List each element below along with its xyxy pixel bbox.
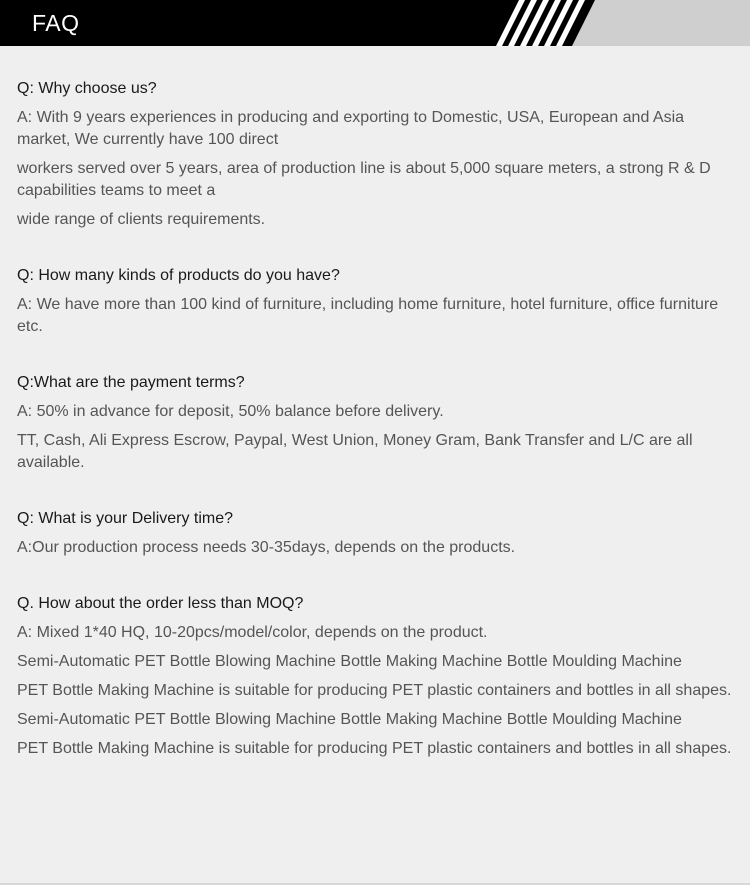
faq-answer-line: Semi-Automatic PET Bottle Blowing Machine Bottle Making Machine Bottle Moulding Machine: [17, 653, 682, 670]
faq-question: Q: What is your Delivery time?: [17, 510, 234, 527]
faq-question: Q. How about the order less than MOQ?: [17, 595, 304, 612]
faq-answer-line: Semi-Automatic PET Bottle Blowing Machine Bottle Making Machine Bottle Moulding Machine: [17, 711, 682, 728]
faq-answer-line: TT, Cash, Ali Express Escrow, Paypal, West Union, Money Gram, Bank Transfer and L/C are all available.: [17, 432, 693, 471]
faq-item: [17, 593, 732, 760]
faq-question: Q:What are the payment terms?: [17, 374, 245, 391]
faq-question: Q: Why choose us?: [17, 80, 157, 97]
faq-answer-line: A: 50% in advance for deposit, 50% balance before delivery.: [17, 403, 444, 420]
faq-question: Q: How many kinds of products do you have?: [17, 267, 340, 284]
stripes-decoration-icon: [480, 0, 750, 46]
faq-item: [17, 46, 732, 231]
faq-answer-line: A: Mixed 1*40 HQ, 10-20pcs/model/color, depends on the product.: [17, 624, 488, 641]
faq-list: [0, 46, 750, 760]
faq-item: [17, 372, 732, 474]
faq-item: [17, 508, 732, 559]
faq-answer-line: A: We have more than 100 kind of furniture, including home furniture, hotel furniture, office furniture etc.: [17, 296, 719, 335]
faq-answer-line: A: With 9 years experiences in producing and exporting to Domestic, USA, European and Asia market, We currently have 100 direct: [17, 109, 685, 148]
faq-answer-line: wide range of clients requirements.: [17, 211, 266, 228]
faq-answer-line: PET Bottle Making Machine is suitable for producing PET plastic containers and bottles in all shapes.: [17, 682, 732, 699]
faq-answer-line: A:Our production process needs 30-35days, depends on the products.: [17, 539, 516, 556]
faq-answer-line: workers served over 5 years, area of production line is about 5,000 square meters, a strong R & D capabilities teams to meet a: [17, 160, 711, 199]
faq-title: FAQ: [32, 10, 80, 36]
faq-item: [17, 265, 732, 338]
faq-answer-line: PET Bottle Making Machine is suitable for producing PET plastic containers and bottles in all shapes.: [17, 740, 732, 757]
faq-banner: [0, 0, 750, 46]
